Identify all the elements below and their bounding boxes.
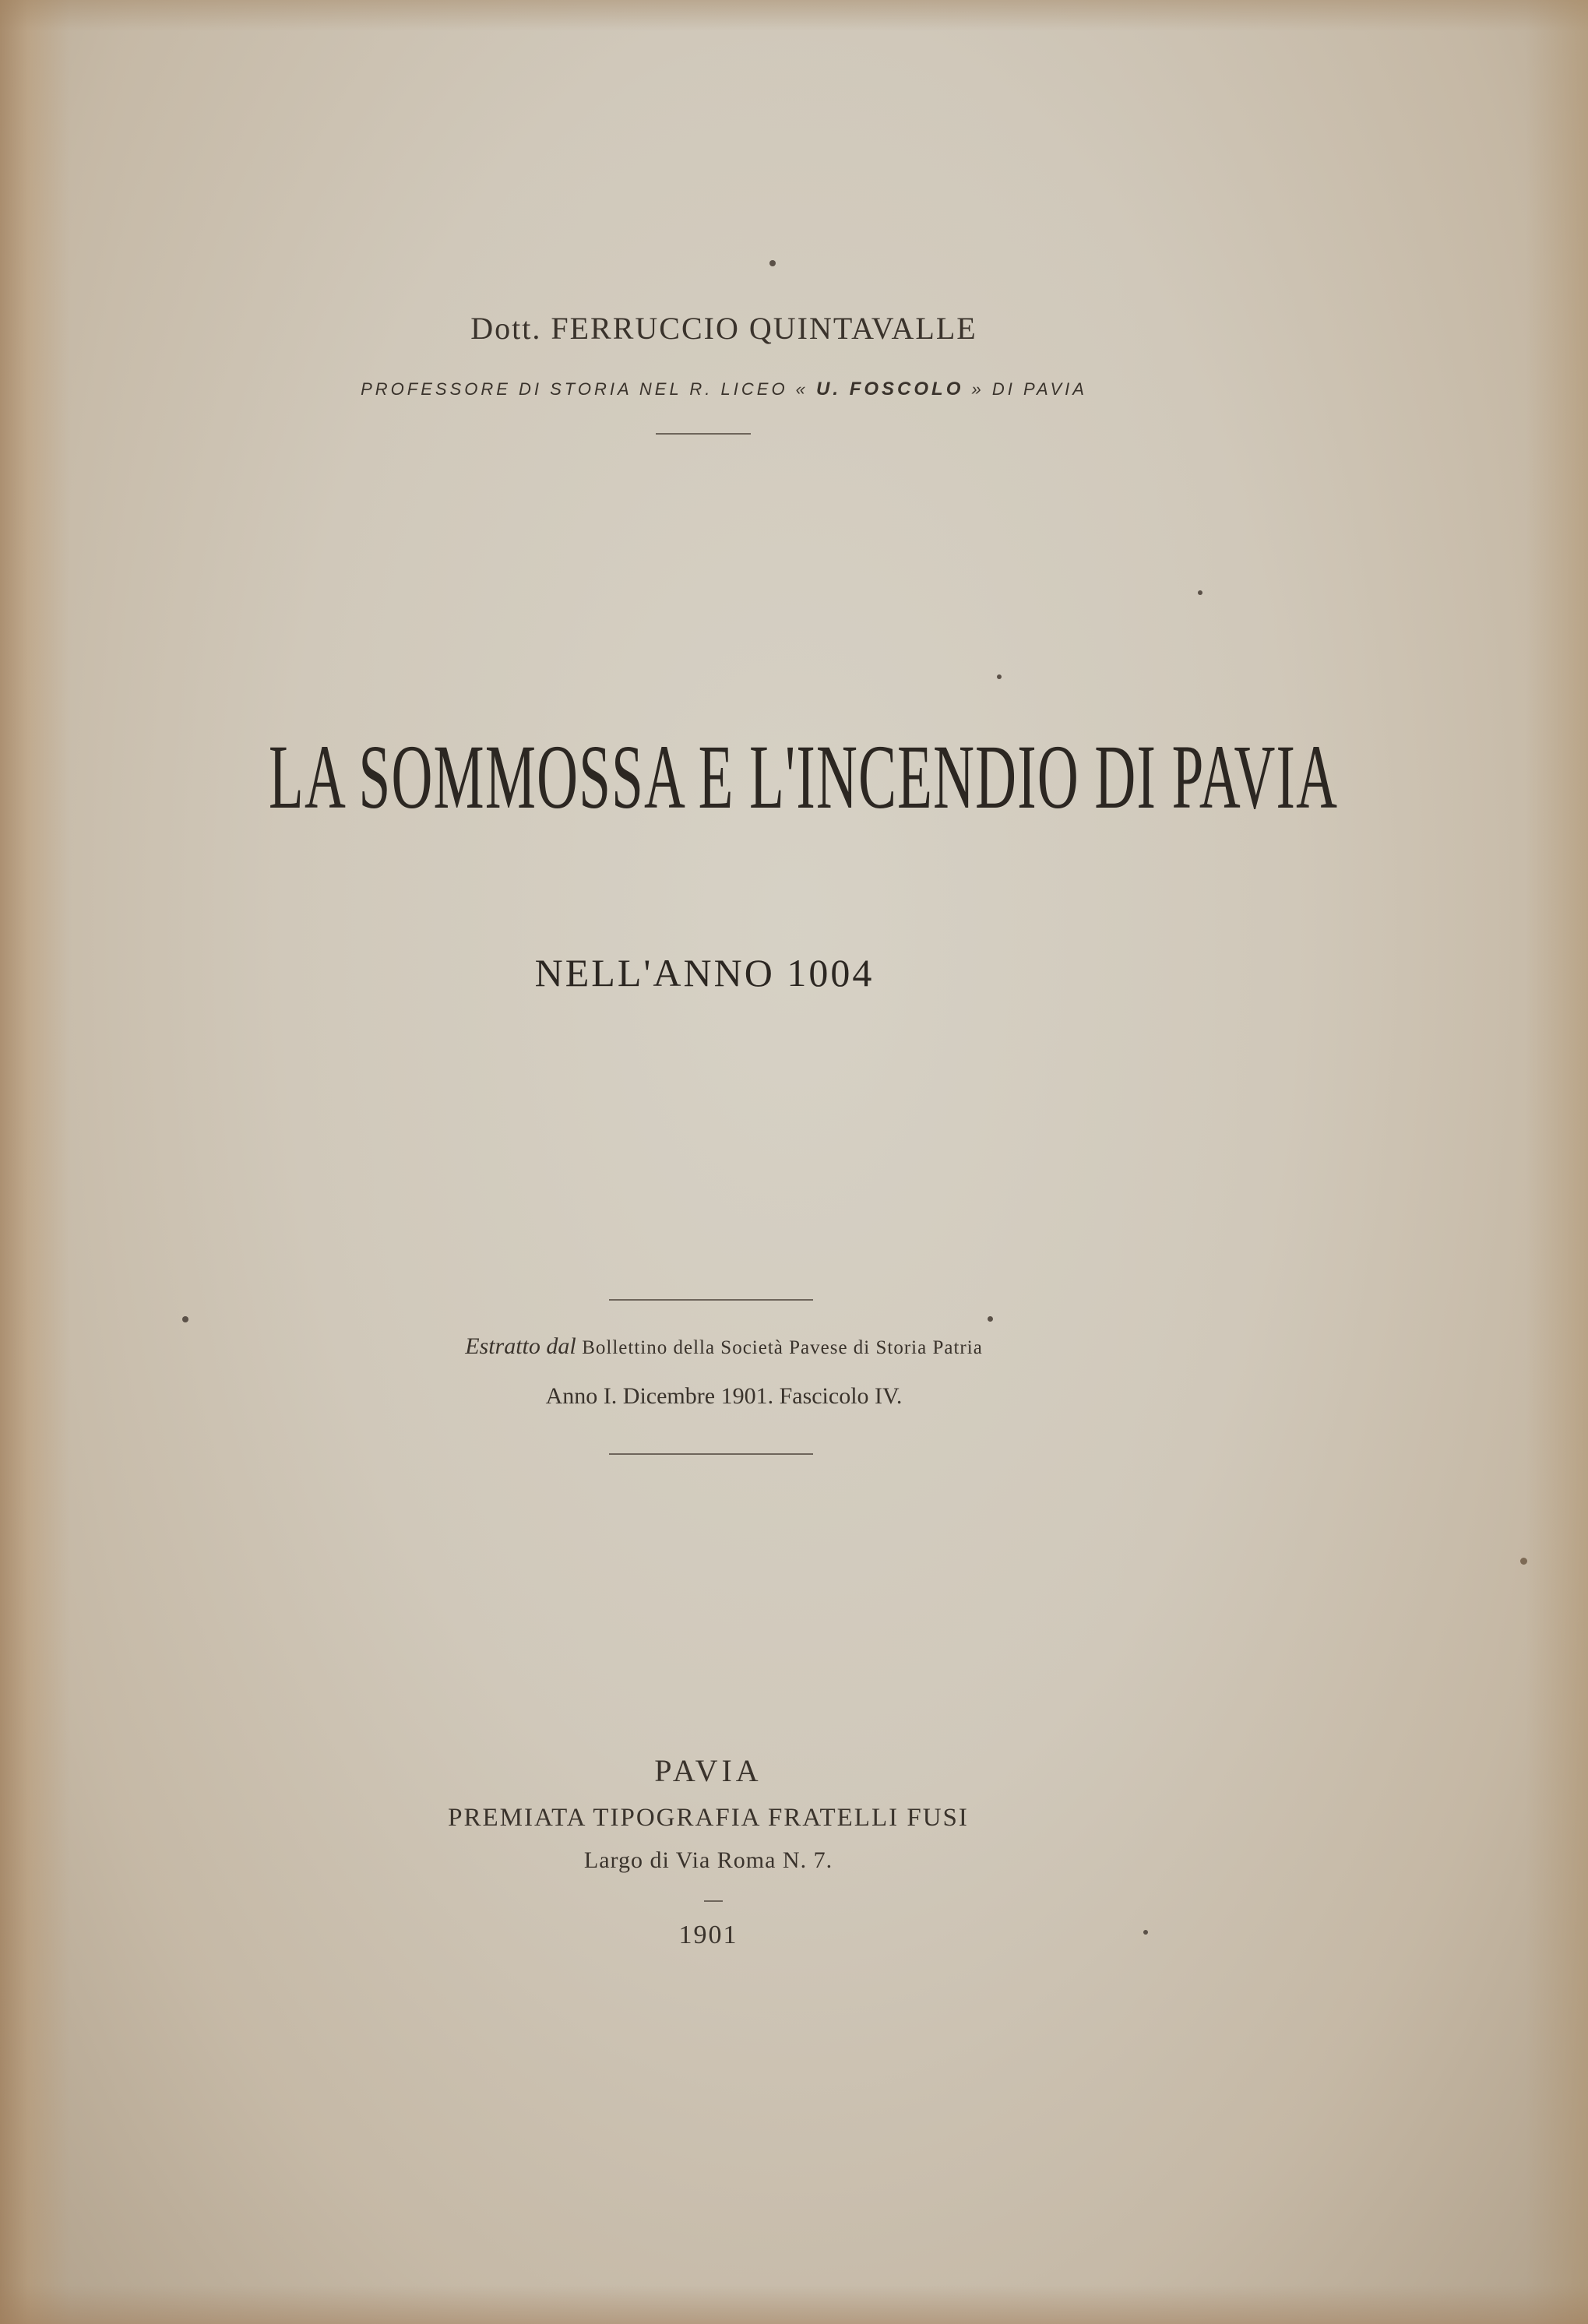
stained-bottom-edge (0, 2285, 1588, 2324)
book-subtitle: NELL'ANNO 1004 (534, 951, 875, 995)
paper-speck (1520, 1558, 1527, 1565)
estratto-line (0, 1333, 1518, 1360)
affiliation-school: U. FOSCOLO (816, 379, 964, 400)
issue-line: Anno I. Dicembre 1901. Fascicolo IV. (545, 1383, 903, 1409)
estratto-source: Bollettino della Società Pavese di Storia Patria (582, 1337, 983, 1358)
paper-speck (182, 1316, 188, 1322)
paper-speck (988, 1316, 993, 1322)
divider-rule-lower (609, 1453, 813, 1455)
publication-year: 1901 (678, 1921, 738, 1949)
paper-speck (997, 674, 1002, 679)
stained-right-edge (1526, 0, 1588, 2324)
affiliation-after: » DI PAVIA (971, 379, 1087, 399)
stained-top-edge (0, 0, 1588, 31)
divider-rule-top (656, 433, 751, 435)
printer-name: PREMIATA TIPOGRAFIA FRATELLI FUSI (448, 1804, 969, 1832)
printer-address: Largo di Via Roma N. 7. (583, 1847, 833, 1873)
paper-speck (769, 260, 776, 266)
affiliation-before: PROFESSORE DI STORIA NEL R. LICEO « (361, 379, 808, 399)
author-affiliation (0, 379, 1518, 400)
paper-speck (1143, 1930, 1148, 1935)
estratto-italic: Estratto dal (465, 1333, 576, 1359)
paper-speck (1198, 590, 1202, 595)
author-prefix: Dott. (470, 311, 542, 346)
book-title: LA SOMMOSSA E L'INCENDIO DI PAVIA (269, 726, 1339, 828)
author-line (0, 310, 1518, 347)
publication-city: PAVIA (654, 1753, 762, 1788)
divider-dash (704, 1900, 723, 1902)
divider-rule-middle (609, 1299, 813, 1301)
author-name: FERRUCCIO QUINTAVALLE (551, 311, 977, 346)
stained-left-edge (0, 0, 70, 2324)
